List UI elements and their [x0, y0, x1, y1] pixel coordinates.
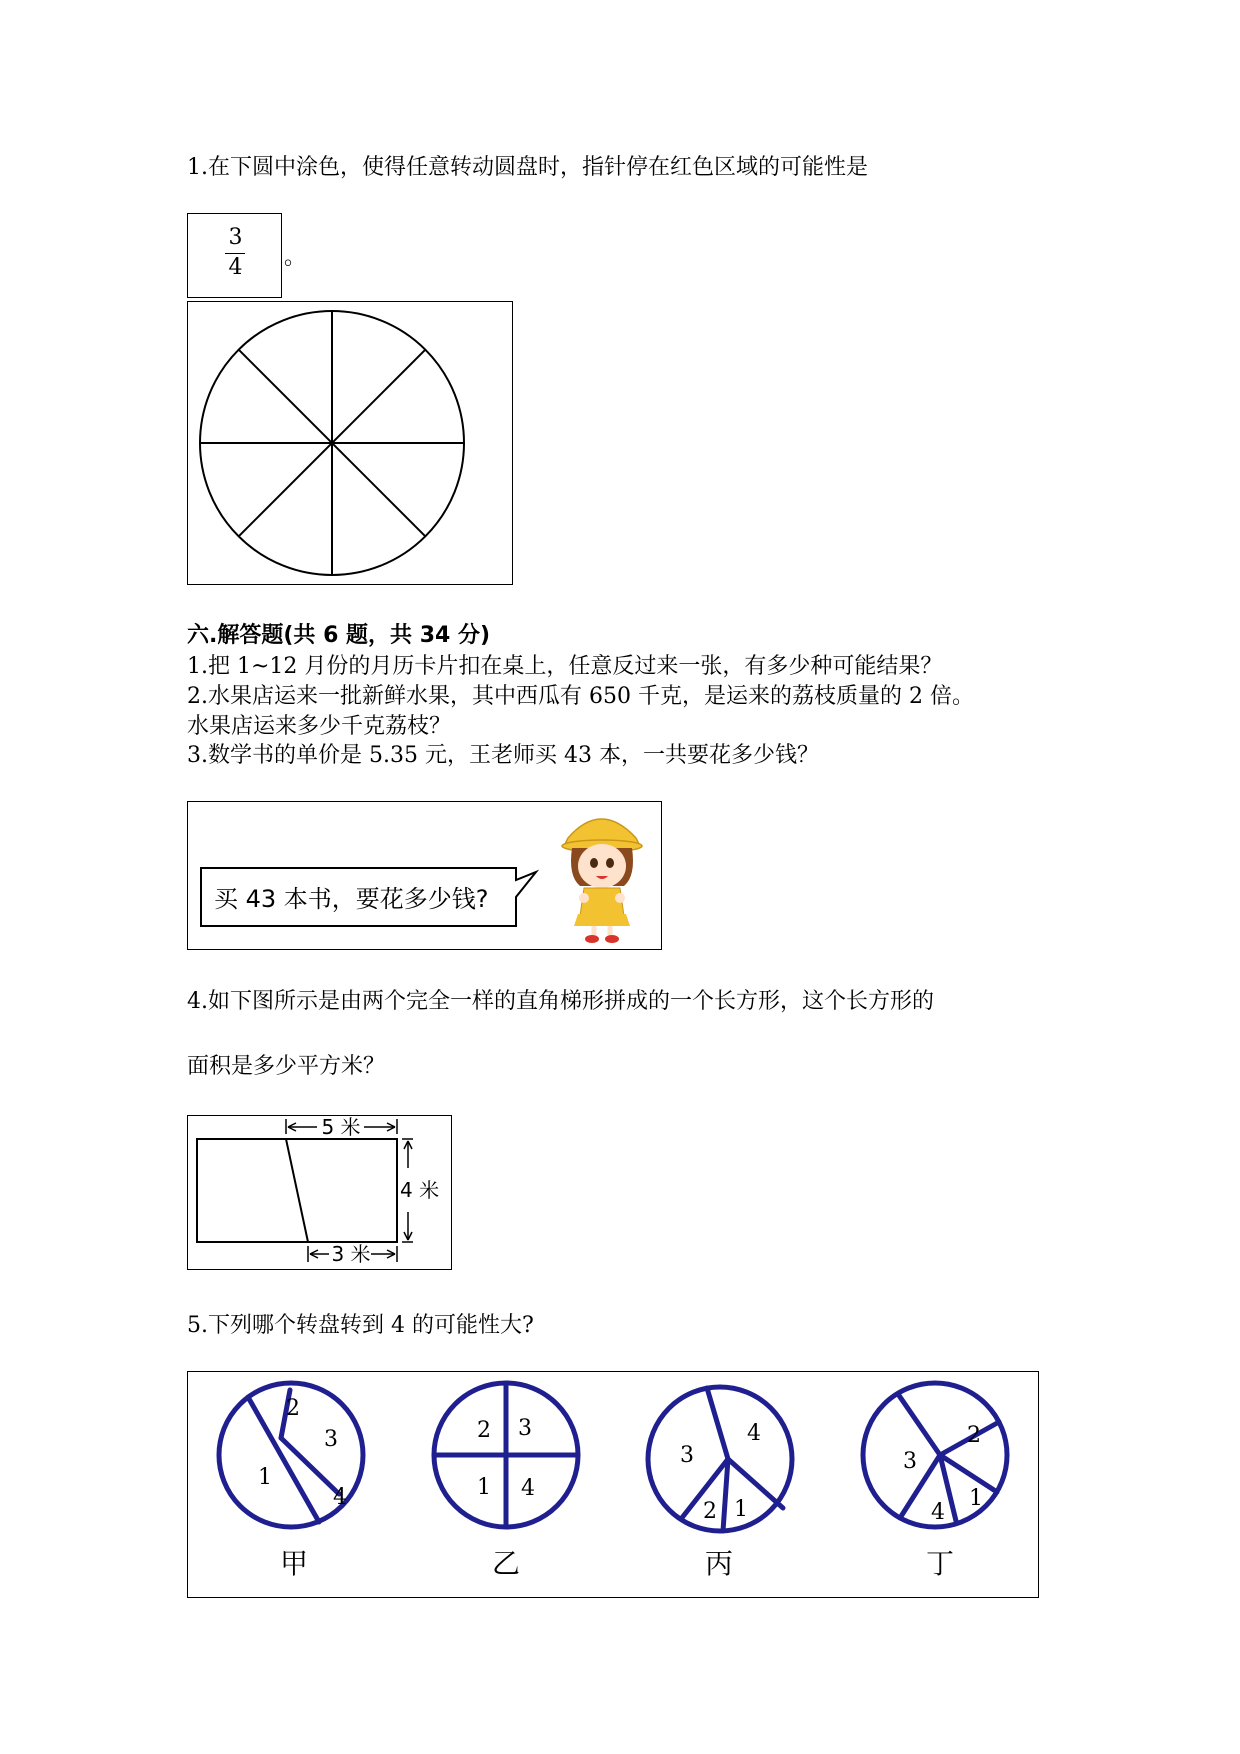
- spinner-name-ding: 丁: [925, 1547, 954, 1580]
- section-heading: 六.解答题(共 6 题，共 34 分): [187, 623, 491, 648]
- bubble-text: 买 43 本书，要花多少钱?: [214, 885, 489, 913]
- yi-num-2: 2: [477, 1418, 491, 1443]
- spinner-name-yi: 乙: [491, 1547, 520, 1580]
- jia-num-4: 4: [333, 1485, 347, 1510]
- rectangle-figure-box: [187, 1115, 452, 1270]
- girl-cartoon: [556, 806, 646, 946]
- circle-figure-box: [187, 301, 513, 585]
- yi-num-1: 1: [477, 1475, 491, 1500]
- spinners-box: [187, 1371, 1039, 1598]
- fraction-denominator: 4: [228, 255, 243, 280]
- yi-num-3: 3: [518, 1416, 532, 1441]
- question-2-line1: 2.水果店运来一批新鲜水果，其中西瓜有 650 千克，是运来的荔枝质量的 2 倍。: [187, 684, 974, 709]
- jia-num-1: 1: [258, 1465, 272, 1490]
- question-1: 1.把 1~12 月份的月历卡片扣在桌上，任意反过来一张，有多少种可能结果？: [187, 654, 943, 679]
- question-3: 3.数学书的单价是 5.35 元，王老师买 43 本，一共要花多少钱？: [187, 743, 819, 768]
- fraction-bar: [225, 253, 245, 254]
- jia-num-3: 3: [324, 1427, 338, 1452]
- question-2-line2: 水果店运来多少千克荔枝？: [187, 714, 452, 739]
- spinner-name-bing: 丙: [704, 1547, 733, 1580]
- fraction-numerator: 3: [228, 225, 243, 250]
- question-4-line1: 4.如下图所示是由两个完全一样的直角梯形拼成的一个长方形，这个长方形的: [187, 989, 934, 1014]
- eight-sector-circle: [188, 302, 514, 586]
- label-bottom-3m: 3 米: [331, 1242, 371, 1266]
- answer-box: [187, 213, 282, 298]
- ding-num-3: 3: [903, 1449, 917, 1474]
- yi-num-4: 4: [521, 1476, 535, 1501]
- label-right-4m: 4 米: [400, 1178, 440, 1202]
- question-4-line2: 面积是多少平方米？: [187, 1054, 386, 1079]
- question-5: 5.下列哪个转盘转到 4 的可能性大?: [187, 1313, 534, 1338]
- q3-illustration-box: [187, 801, 662, 950]
- spinner-drawings: [188, 1372, 1040, 1599]
- bing-num-3: 3: [680, 1443, 694, 1468]
- bing-num-1: 1: [734, 1497, 748, 1522]
- jia-num-2: 2: [286, 1396, 300, 1421]
- label-top-5m: 5 米: [321, 1115, 361, 1139]
- spinner-name-jia: 甲: [279, 1547, 308, 1580]
- spinner-bing-circle: [648, 1387, 792, 1531]
- ding-num-1: 1: [969, 1486, 983, 1511]
- bing-num-2: 2: [703, 1499, 717, 1524]
- bing-num-4: 4: [747, 1421, 761, 1446]
- q1-fill-text: 1.在下圆中涂色，使得任意转动圆盘时，指针停在红色区域的可能性是: [187, 155, 868, 180]
- period-mark: 。: [284, 245, 307, 270]
- ding-num-4: 4: [931, 1500, 945, 1525]
- ding-num-2: 2: [967, 1423, 981, 1448]
